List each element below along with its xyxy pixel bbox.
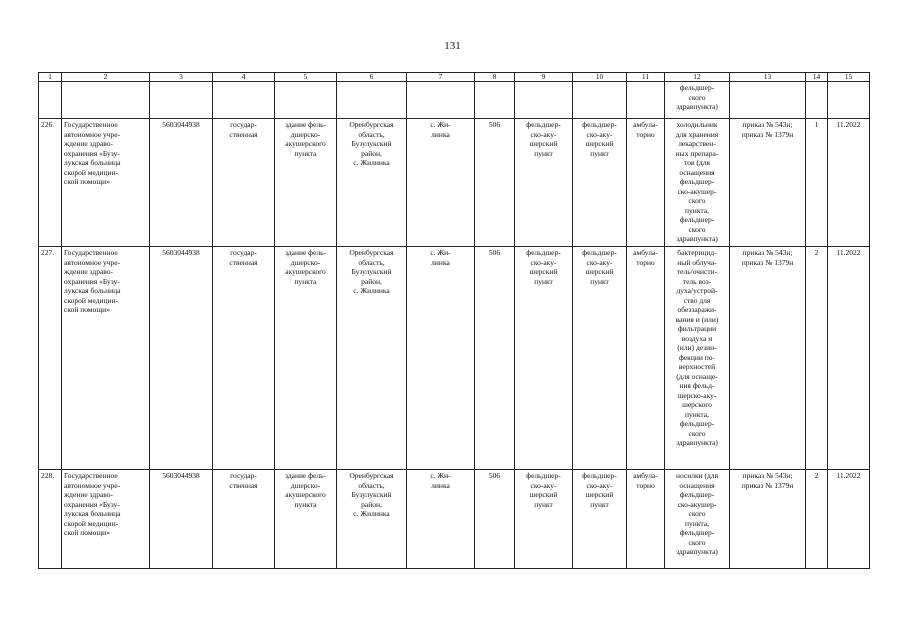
page-number: 131 bbox=[444, 40, 461, 52]
col-header: 3 bbox=[150, 73, 213, 82]
col-header: 13 bbox=[730, 73, 806, 82]
code-cell: 506 bbox=[475, 119, 515, 247]
quantity-cell: 2 bbox=[806, 470, 828, 569]
care-form-cell: амбула- торно bbox=[627, 247, 665, 470]
organization-cell: Государственное автономное учре- ждение здраво- охранения «Бузу- лукская больница скорой медицин- ской помощи» bbox=[62, 470, 150, 569]
code-cell: 506 bbox=[475, 247, 515, 470]
facility-type-cell: фельдшер- ско-аку- шерский пункт bbox=[515, 470, 573, 569]
col-header: 7 bbox=[407, 73, 475, 82]
table-row bbox=[39, 119, 870, 247]
building-cell: здание фель- дшерско- акушерского пункта bbox=[275, 470, 337, 569]
registry-table bbox=[38, 72, 870, 569]
table-row bbox=[39, 470, 870, 569]
care-form-cell: амбула- торно bbox=[627, 119, 665, 247]
facility-type-cell: фельдшер- ско-аку- шерский пункт bbox=[573, 247, 627, 470]
ownership-cell: государ- ственная bbox=[213, 247, 275, 470]
quantity-cell: 2 bbox=[806, 247, 828, 470]
col-header: 14 bbox=[806, 73, 828, 82]
inn-cell: 5603044938 bbox=[150, 119, 213, 247]
date-cell: 11.2022 bbox=[828, 470, 870, 569]
settlement-cell: с. Жи- линка bbox=[407, 470, 475, 569]
col-header: 6 bbox=[337, 73, 407, 82]
row-number: 228. bbox=[39, 470, 62, 569]
col-header: 11 bbox=[627, 73, 665, 82]
code-cell: 506 bbox=[475, 470, 515, 569]
settlement-cell: с. Жи- линка bbox=[407, 119, 475, 247]
order-cell: приказ № 543н; приказ № 1379н bbox=[730, 119, 806, 247]
col-header: 12 bbox=[665, 73, 730, 82]
col-header: 5 bbox=[275, 73, 337, 82]
equipment-cell: фельдшер- ского здравпункта) bbox=[665, 82, 730, 119]
organization-cell: Государственное автономное учре- ждение здраво- охранения «Бузу- лукская больница скорой медицин- ской помощи» bbox=[62, 247, 150, 470]
row-number: 227. bbox=[39, 247, 62, 470]
order-cell: приказ № 543н; приказ № 1379н bbox=[730, 470, 806, 569]
continuation-row bbox=[39, 82, 870, 119]
address-cell: Оренбургская область, Бузулукский район, с. Жилинка bbox=[337, 247, 407, 470]
column-number-row bbox=[39, 73, 870, 82]
building-cell: здание фель- дшерско- акушерского пункта bbox=[275, 119, 337, 247]
date-cell: 11.2022 bbox=[828, 119, 870, 247]
col-header: 10 bbox=[573, 73, 627, 82]
ownership-cell: государ- ственная bbox=[213, 119, 275, 247]
date-cell: 11.2022 bbox=[828, 247, 870, 470]
care-form-cell: амбула- торно bbox=[627, 470, 665, 569]
col-header: 1 bbox=[39, 73, 62, 82]
facility-type-cell: фельдшер- ско-аку- шерский пункт bbox=[515, 119, 573, 247]
equipment-cell: бактерицид- ный облуча- тель/очисти- тель воз- духа/устрой- ство для обеззаражи- вания и (или) фильтрации воздуха и (или) дезин- фекции по- верхностей (для оснаще- ния фельд- шерско-аку- шерского пункта, фельдшер- ского здравпункта) bbox=[665, 247, 730, 470]
organization-cell: Государственное автономное учре- ждение здраво- охранения «Бузу- лукская больница скорой медицин- ской помощи» bbox=[62, 119, 150, 247]
col-header: 4 bbox=[213, 73, 275, 82]
address-cell: Оренбургская область, Бузулукский район, с. Жилинка bbox=[337, 470, 407, 569]
building-cell: здание фель- дшерско- акушерского пункта bbox=[275, 247, 337, 470]
facility-type-cell: фельдшер- ско-аку- шерский пункт bbox=[573, 119, 627, 247]
address-cell: Оренбургская область, Бузулукский район, с. Жилинка bbox=[337, 119, 407, 247]
facility-type-cell: фельдшер- ско-аку- шерский пункт bbox=[515, 247, 573, 470]
col-header: 9 bbox=[515, 73, 573, 82]
facility-type-cell: фельдшер- ско-аку- шерский пункт bbox=[573, 470, 627, 569]
row-number: 226. bbox=[39, 119, 62, 247]
equipment-cell: холодильник для хранения лекарствен- ных препара- тов (для оснащения фельдшер- ско-акушер- ского пункта, фельдшер- ского здравпункта) bbox=[665, 119, 730, 247]
ownership-cell: государ- ственная bbox=[213, 470, 275, 569]
inn-cell: 5603044938 bbox=[150, 470, 213, 569]
col-header: 15 bbox=[828, 73, 870, 82]
col-header: 8 bbox=[475, 73, 515, 82]
order-cell: приказ № 543н; приказ № 1379н bbox=[730, 247, 806, 470]
settlement-cell: с. Жи- линка bbox=[407, 247, 475, 470]
inn-cell: 5603044938 bbox=[150, 247, 213, 470]
col-header: 2 bbox=[62, 73, 150, 82]
table-row bbox=[39, 247, 870, 470]
quantity-cell: 1 bbox=[806, 119, 828, 247]
equipment-cell: носилки (для оснащения фельдшер- ско-акушер- ского пункта, фельдшер- ского здравпункта) bbox=[665, 470, 730, 569]
